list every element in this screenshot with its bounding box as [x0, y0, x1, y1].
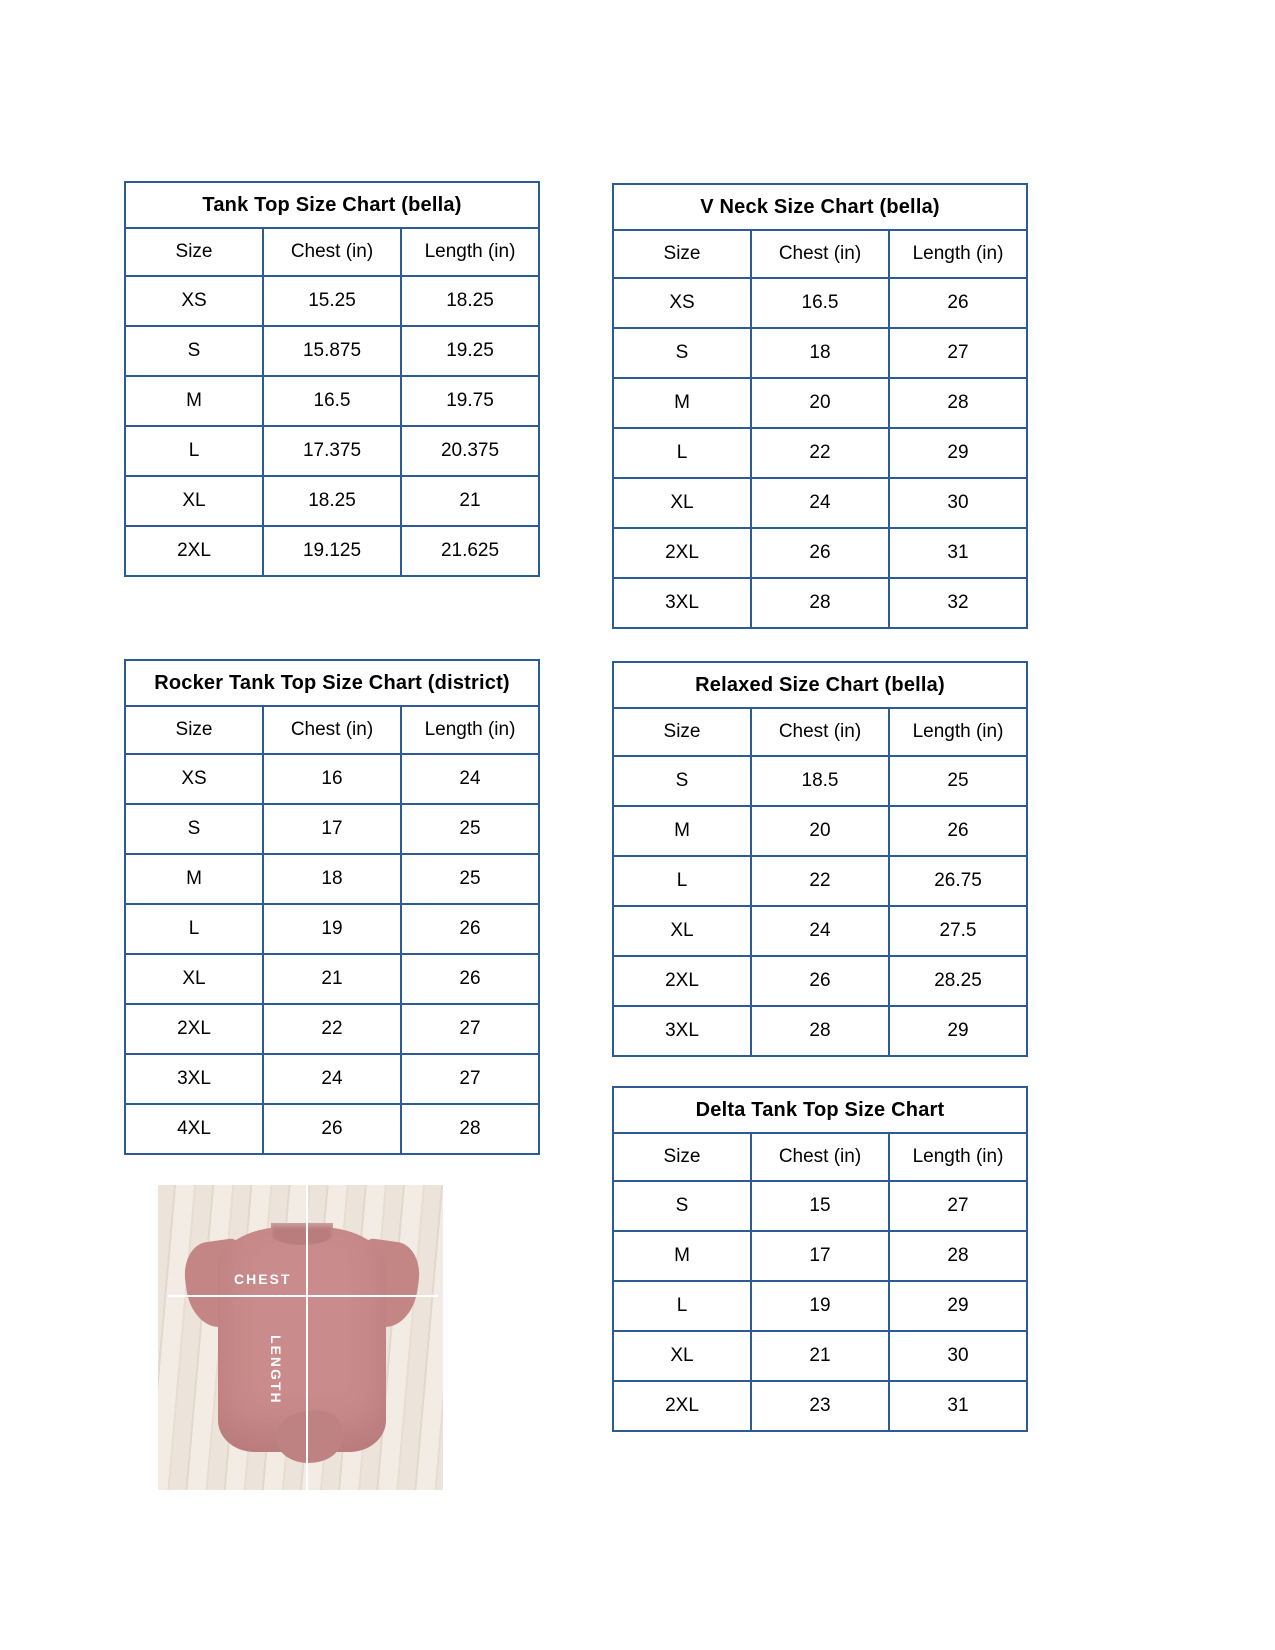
- cell-chest: 26: [751, 528, 889, 578]
- cell-size: M: [613, 1231, 751, 1281]
- cell-length: 31: [889, 528, 1027, 578]
- table-row: [613, 756, 1027, 806]
- cell-chest: 19: [751, 1281, 889, 1331]
- cell-chest: 18.5: [751, 756, 889, 806]
- cell-chest: 19: [263, 904, 401, 954]
- cell-length: 28.25: [889, 956, 1027, 1006]
- cell-length: 27: [889, 328, 1027, 378]
- cell-length: 27.5: [889, 906, 1027, 956]
- cell-chest: 17: [751, 1231, 889, 1281]
- table-row: [613, 1006, 1027, 1056]
- cell-length: 27: [889, 1181, 1027, 1231]
- table-row: [125, 804, 539, 854]
- column-header-chest: Chest (in): [751, 1133, 889, 1181]
- table-row: [125, 326, 539, 376]
- cell-chest: 17: [263, 804, 401, 854]
- cell-size: M: [613, 806, 751, 856]
- column-header-length: Length (in): [889, 708, 1027, 756]
- table-row: [125, 954, 539, 1004]
- cell-chest: 22: [263, 1004, 401, 1054]
- column-header-chest: Chest (in): [751, 230, 889, 278]
- cell-size: L: [613, 856, 751, 906]
- cell-size: 2XL: [613, 956, 751, 1006]
- chart-title: Delta Tank Top Size Chart: [613, 1087, 1027, 1133]
- cell-length: 24: [401, 754, 539, 804]
- size-chart-relaxed-bella: [612, 661, 1028, 1057]
- column-header-length: Length (in): [889, 1133, 1027, 1181]
- size-table: [612, 661, 1028, 1057]
- cell-size: S: [613, 756, 751, 806]
- table-row: [125, 1054, 539, 1104]
- cell-length: 21.625: [401, 526, 539, 576]
- cell-size: S: [613, 1181, 751, 1231]
- cell-chest: 15.875: [263, 326, 401, 376]
- table-row: [125, 1004, 539, 1054]
- table-title-row: [125, 182, 539, 228]
- table-row: [613, 1181, 1027, 1231]
- cell-size: L: [125, 426, 263, 476]
- column-header-size: Size: [125, 706, 263, 754]
- cell-chest: 28: [751, 578, 889, 628]
- cell-size: S: [125, 326, 263, 376]
- cell-length: 19.75: [401, 376, 539, 426]
- column-header-chest: Chest (in): [751, 708, 889, 756]
- chest-label: CHEST: [234, 1271, 292, 1287]
- cell-chest: 20: [751, 378, 889, 428]
- table-row: [125, 476, 539, 526]
- cell-size: 3XL: [613, 578, 751, 628]
- cell-length: 26: [401, 904, 539, 954]
- cell-length: 29: [889, 1006, 1027, 1056]
- table-row: [613, 478, 1027, 528]
- chart-title: Tank Top Size Chart (bella): [125, 182, 539, 228]
- cell-length: 32: [889, 578, 1027, 628]
- measurement-photo: [158, 1185, 443, 1490]
- cell-chest: 16.5: [263, 376, 401, 426]
- shirt-collar: [271, 1223, 333, 1245]
- cell-length: 27: [401, 1054, 539, 1104]
- tshirt-illustration: [180, 1207, 424, 1467]
- table-header-row: [613, 1133, 1027, 1181]
- cell-chest: 18: [263, 854, 401, 904]
- chart-title: Rocker Tank Top Size Chart (district): [125, 660, 539, 706]
- table-header-row: [613, 230, 1027, 278]
- cell-length: 21: [401, 476, 539, 526]
- table-row: [613, 1331, 1027, 1381]
- cell-size: L: [613, 428, 751, 478]
- size-table: [124, 181, 540, 577]
- table-row: [613, 328, 1027, 378]
- cell-size: 2XL: [125, 1004, 263, 1054]
- table-header-row: [613, 708, 1027, 756]
- cell-length: 26: [401, 954, 539, 1004]
- table-row: [613, 278, 1027, 328]
- cell-length: 28: [889, 378, 1027, 428]
- cell-length: 30: [889, 478, 1027, 528]
- size-chart-tank-top-bella: [124, 181, 540, 577]
- table-row: [125, 754, 539, 804]
- cell-length: 29: [889, 428, 1027, 478]
- cell-chest: 21: [263, 954, 401, 1004]
- cell-chest: 15: [751, 1181, 889, 1231]
- cell-size: S: [613, 328, 751, 378]
- cell-length: 28: [401, 1104, 539, 1154]
- size-chart-v-neck-bella: [612, 183, 1028, 629]
- column-header-size: Size: [613, 708, 751, 756]
- size-table: [612, 1086, 1028, 1432]
- table-row: [613, 906, 1027, 956]
- cell-length: 31: [889, 1381, 1027, 1431]
- chest-measure-line: [168, 1295, 438, 1297]
- column-header-length: Length (in): [401, 228, 539, 276]
- cell-chest: 23: [751, 1381, 889, 1431]
- cell-length: 26: [889, 806, 1027, 856]
- size-chart-delta-tank-top: [612, 1086, 1028, 1432]
- size-chart-rocker-tank-district: [124, 659, 540, 1155]
- cell-size: 3XL: [613, 1006, 751, 1056]
- table-title-row: [613, 662, 1027, 708]
- cell-size: L: [125, 904, 263, 954]
- length-label: LENGTH: [268, 1335, 284, 1405]
- table-row: [125, 1104, 539, 1154]
- cell-chest: 16.5: [751, 278, 889, 328]
- cell-chest: 16: [263, 754, 401, 804]
- chart-title: Relaxed Size Chart (bella): [613, 662, 1027, 708]
- column-header-chest: Chest (in): [263, 228, 401, 276]
- cell-length: 25: [401, 804, 539, 854]
- column-header-length: Length (in): [401, 706, 539, 754]
- table-row: [613, 806, 1027, 856]
- table-row: [125, 904, 539, 954]
- cell-length: 25: [401, 854, 539, 904]
- cell-chest: 15.25: [263, 276, 401, 326]
- cell-chest: 20: [751, 806, 889, 856]
- cell-size: XL: [613, 906, 751, 956]
- table-row: [613, 1381, 1027, 1431]
- cell-length: 20.375: [401, 426, 539, 476]
- table-row: [613, 378, 1027, 428]
- cell-size: 2XL: [613, 1381, 751, 1431]
- table-row: [613, 578, 1027, 628]
- cell-chest: 22: [751, 428, 889, 478]
- cell-length: 18.25: [401, 276, 539, 326]
- cell-size: XS: [125, 754, 263, 804]
- cell-size: 2XL: [613, 528, 751, 578]
- table-title-row: [125, 660, 539, 706]
- cell-size: XL: [613, 478, 751, 528]
- table-header-row: [125, 706, 539, 754]
- table-row: [613, 856, 1027, 906]
- cell-chest: 24: [751, 478, 889, 528]
- cell-size: L: [613, 1281, 751, 1331]
- cell-length: 26.75: [889, 856, 1027, 906]
- table-row: [613, 1281, 1027, 1331]
- table-row: [613, 1231, 1027, 1281]
- cell-length: 27: [401, 1004, 539, 1054]
- cell-chest: 18: [751, 328, 889, 378]
- length-measure-line: [306, 1185, 308, 1490]
- cell-chest: 21: [751, 1331, 889, 1381]
- cell-size: XL: [613, 1331, 751, 1381]
- column-header-size: Size: [125, 228, 263, 276]
- cell-chest: 24: [263, 1054, 401, 1104]
- cell-chest: 24: [751, 906, 889, 956]
- cell-chest: 26: [751, 956, 889, 1006]
- table-header-row: [125, 228, 539, 276]
- table-title-row: [613, 1087, 1027, 1133]
- column-header-chest: Chest (in): [263, 706, 401, 754]
- table-row: [613, 428, 1027, 478]
- cell-chest: 26: [263, 1104, 401, 1154]
- cell-size: XS: [613, 278, 751, 328]
- column-header-size: Size: [613, 1133, 751, 1181]
- column-header-size: Size: [613, 230, 751, 278]
- cell-size: 3XL: [125, 1054, 263, 1104]
- cell-size: M: [613, 378, 751, 428]
- size-table: [124, 659, 540, 1155]
- table-row: [125, 426, 539, 476]
- cell-size: XL: [125, 476, 263, 526]
- cell-length: 30: [889, 1331, 1027, 1381]
- cell-chest: 28: [751, 1006, 889, 1056]
- cell-size: 2XL: [125, 526, 263, 576]
- cell-size: XL: [125, 954, 263, 1004]
- table-row: [613, 956, 1027, 1006]
- cell-size: S: [125, 804, 263, 854]
- size-table: [612, 183, 1028, 629]
- cell-chest: 22: [751, 856, 889, 906]
- cell-length: 26: [889, 278, 1027, 328]
- cell-size: 4XL: [125, 1104, 263, 1154]
- table-row: [125, 376, 539, 426]
- cell-chest: 17.375: [263, 426, 401, 476]
- column-header-length: Length (in): [889, 230, 1027, 278]
- cell-size: M: [125, 854, 263, 904]
- table-row: [125, 854, 539, 904]
- table-row: [613, 528, 1027, 578]
- table-title-row: [613, 184, 1027, 230]
- cell-length: 29: [889, 1281, 1027, 1331]
- cell-size: XS: [125, 276, 263, 326]
- cell-chest: 18.25: [263, 476, 401, 526]
- cell-length: 25: [889, 756, 1027, 806]
- cell-size: M: [125, 376, 263, 426]
- table-row: [125, 276, 539, 326]
- cell-length: 28: [889, 1231, 1027, 1281]
- table-row: [125, 526, 539, 576]
- cell-length: 19.25: [401, 326, 539, 376]
- chart-title: V Neck Size Chart (bella): [613, 184, 1027, 230]
- cell-chest: 19.125: [263, 526, 401, 576]
